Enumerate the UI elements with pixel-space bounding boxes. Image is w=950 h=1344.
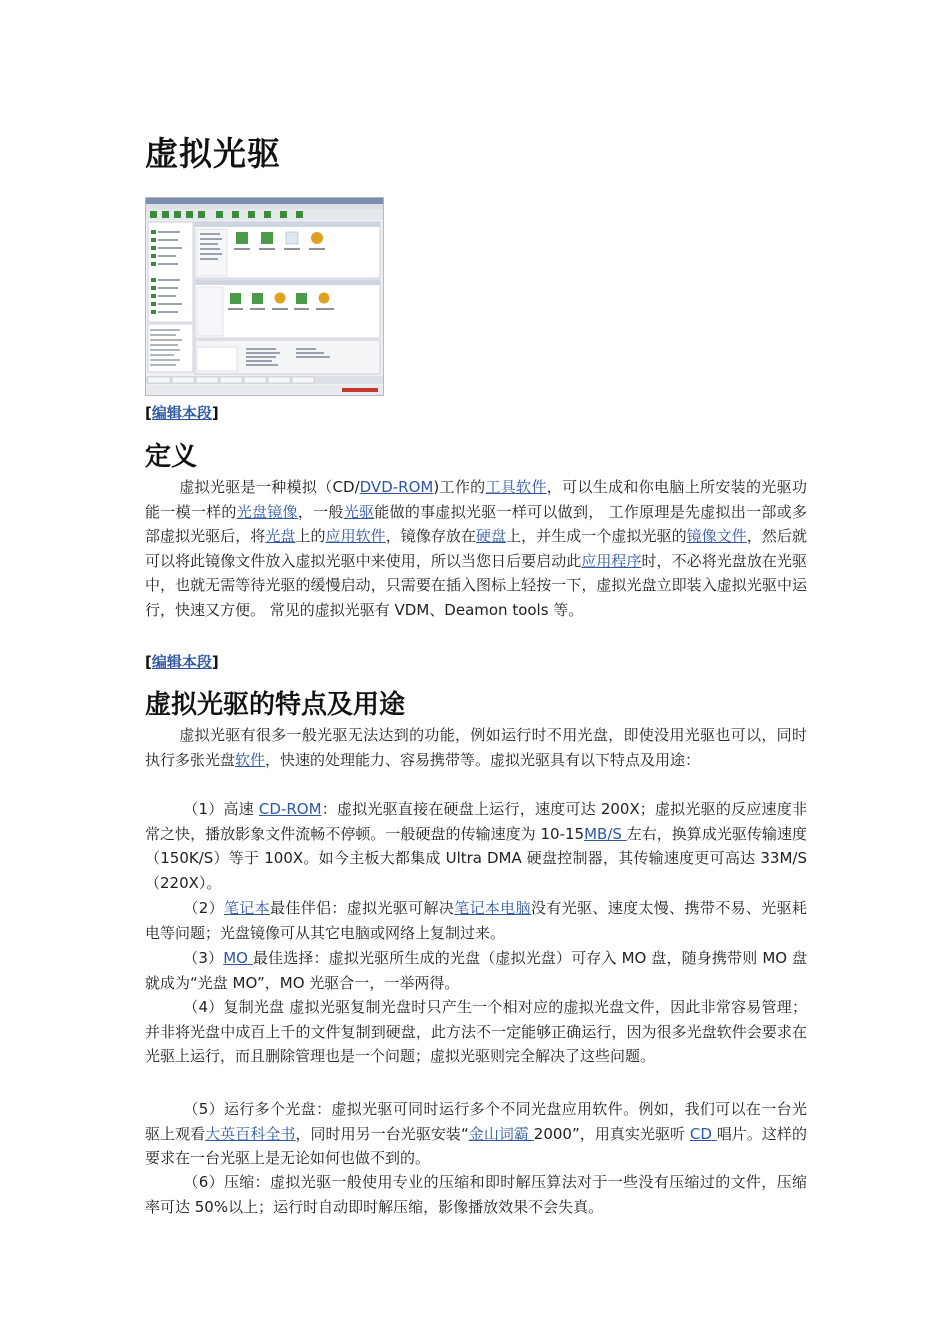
inline-link[interactable]: 镜像文件 — [686, 527, 747, 546]
paragraph-text: （4）复制光盘 虚拟光驱复制光盘时只产生一个相对应的虚拟光盘文件，因此非常容易管理；并非将光盘中成百上千的文件复制到硬盘，此方法不一定能够正确运行，因为很多光盘软件会要求在光驱上运行，而且删除管理也是一个问题；虚拟光驱则完全解决了这些问题。 — [145, 998, 807, 1066]
paragraph-text: 没有光驱、速度太慢、携带不易、光驱耗电等问题；光盘镜像可从其它电脑或网络上复制过来。 — [145, 899, 807, 942]
section-heading-features: 虚拟光驱的特点及用途 — [145, 690, 406, 720]
inline-link[interactable]: 大英百科全书 — [205, 1124, 296, 1143]
inline-link[interactable]: 光驱 — [343, 502, 375, 521]
paragraph-text: 虚拟光驱有很多一般光驱无法达到的功能，例如运行时不用光盘，即使没用光驱也可以，同时执行多张光盘 — [145, 726, 807, 769]
paragraph-text: （3） — [183, 949, 224, 967]
paragraph-text: 最佳伴侣：虚拟光驱可解决 — [270, 899, 455, 917]
software-screenshot-image — [145, 197, 384, 396]
inline-link[interactable]: 光盘镜像 — [236, 502, 298, 521]
inline-link[interactable]: CD — [689, 1124, 717, 1143]
section-heading-definition: 定义 — [145, 442, 198, 472]
paragraph-text: （5）运行多个光盘：虚拟光驱可同时运行多个不同光盘应用软件。例如，我们可以在一台光驱上观看 — [145, 1100, 807, 1143]
paragraph-text: 时，不必将光盘放在光驱中，也就无需等待光驱的缓慢启动，只需要在插入图标上轻按一下，虚拟光盘立即装入虚拟光驱中运行，快速又方便。 常见的虚拟光驱有 VDM、Deamon tools 等。 — [145, 551, 807, 619]
features-intro-paragraph — [145, 723, 807, 772]
inline-link[interactable]: 应用软件 — [325, 527, 386, 546]
paragraph-text: 左右，换算成光驱传输速度（150K/S）等于 100X。如今主板大都集成 Ultra DMA 硬盘控制器，其传输速度更可高达 33M/S（220X）。 — [145, 824, 807, 892]
inline-link[interactable]: CD-ROM — [258, 800, 322, 818]
paragraph-text: （6）压缩：虚拟光驱一般使用专业的压缩和即时解压算法对于一些没有压缩过的文件，压缩率可达 50%以上；运行时自动即时解压缩，影像播放效果不会失真。 — [145, 1173, 807, 1216]
edit-section-link-2: [编辑本段] — [145, 653, 219, 671]
paragraph-text: （1）高速 — [183, 800, 259, 818]
paragraph-text: 2000”，用真实光驱听 — [533, 1124, 690, 1143]
inline-link[interactable]: DVD-ROM — [359, 478, 434, 496]
feature-item-paragraph — [145, 995, 807, 1069]
paragraph-text: 上的 — [295, 527, 326, 546]
paragraph-text: ，快速的处理能力、容易携带等。虚拟光驱具有以下特点及用途： — [265, 750, 701, 769]
feature-item-paragraph — [145, 946, 807, 995]
feature-item-paragraph — [145, 1097, 807, 1171]
page-title: 虚拟光驱 — [145, 134, 281, 173]
inline-link[interactable]: MO — [223, 949, 253, 967]
feature-item-paragraph — [145, 896, 807, 945]
inline-link[interactable]: 软件 — [235, 750, 266, 769]
paragraph-text: （2） — [183, 899, 224, 917]
paragraph-text: ，可以生成和你电脑上所安装的光驱功能一模一样的 — [145, 478, 807, 521]
edit-section-link[interactable]: 编辑本段 — [151, 404, 212, 422]
paragraph-text: ，然后就可以将此镜像文件放入虚拟光驱中来使用，所以当您日后要启动此 — [145, 527, 807, 570]
paragraph-text: ，镜像存放在 — [385, 527, 476, 546]
paragraph-text: 上，并生成一个虚拟光驱的 — [506, 527, 687, 546]
paragraph-text: 虚拟光驱是一种模拟（CD/ — [179, 478, 360, 496]
edit-section-link[interactable]: 编辑本段 — [151, 653, 212, 671]
paragraph-text: ，一般 — [297, 502, 344, 521]
paragraph-text: 最佳选择：虚拟光驱所生成的光盘（虚拟光盘）可存入 MO 盘，随身携带则 MO 盘就成为“光盘 MO”，MO 光驱合一，一举两得。 — [145, 949, 807, 992]
inline-link[interactable]: 应用程序 — [581, 551, 642, 570]
definition-paragraph — [145, 475, 807, 623]
inline-link[interactable]: MB/S — [584, 824, 627, 843]
paragraph-text: )工作的 — [433, 478, 486, 496]
inline-link[interactable]: 光盘 — [265, 527, 296, 546]
inline-link[interactable]: 笔记本电脑 — [454, 899, 531, 917]
paragraph-text: 能做的事虚拟光驱一样可以做到， 工作原理是先虚拟出一部或多部虚拟光驱后，将 — [145, 502, 807, 546]
inline-link[interactable]: 工具软件 — [485, 478, 547, 496]
inline-link[interactable]: 金山词霸 — [468, 1124, 534, 1143]
feature-item-paragraph — [145, 1170, 807, 1219]
feature-item-paragraph — [145, 797, 807, 895]
inline-link[interactable]: 硬盘 — [476, 527, 507, 546]
paragraph-text: 唱片。这样的要求在一台光驱上是无论如何也做不到的。 — [145, 1124, 807, 1168]
paragraph-text: ，同时用另一台光驱安装“ — [295, 1124, 469, 1143]
paragraph-text: ：虚拟光驱直接在硬盘上运行，速度可达 200X；虚拟光驱的反应速度非常之快，播放影象文件流畅不停顿。一般硬盘的传输速度为 10-15 — [145, 800, 807, 843]
edit-section-link-1: [编辑本段] — [145, 404, 219, 422]
inline-link[interactable]: 笔记本 — [223, 899, 271, 917]
